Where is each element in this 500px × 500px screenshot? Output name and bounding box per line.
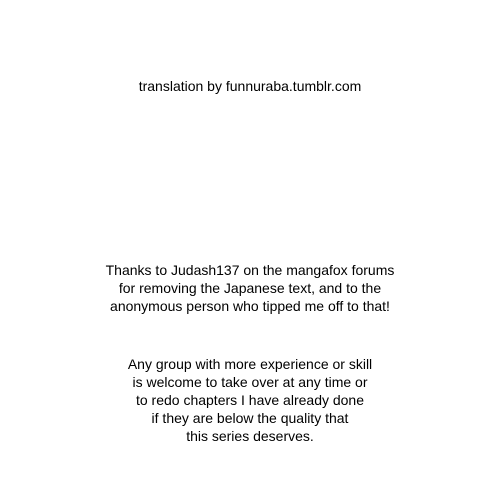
- notice-line: this series deserves.: [186, 428, 314, 444]
- thanks-line: anonymous person who tipped me off to that!: [110, 298, 390, 314]
- takeover-notice: [0, 355, 500, 445]
- thanks-line: for removing the Japanese text, and to the: [118, 280, 382, 296]
- notice-line: if they are below the quality that: [151, 410, 349, 426]
- translation-credit: translation by funnuraba.tumblr.com: [138, 78, 362, 94]
- thanks-message: [0, 261, 500, 315]
- thanks-line: Thanks to Judash137 on the mangafox forums: [105, 262, 395, 278]
- notice-line: is welcome to take over at any time or: [132, 374, 368, 390]
- notice-line: Any group with more experience or skill: [127, 356, 373, 372]
- notice-line: to redo chapters I have already done: [135, 392, 365, 408]
